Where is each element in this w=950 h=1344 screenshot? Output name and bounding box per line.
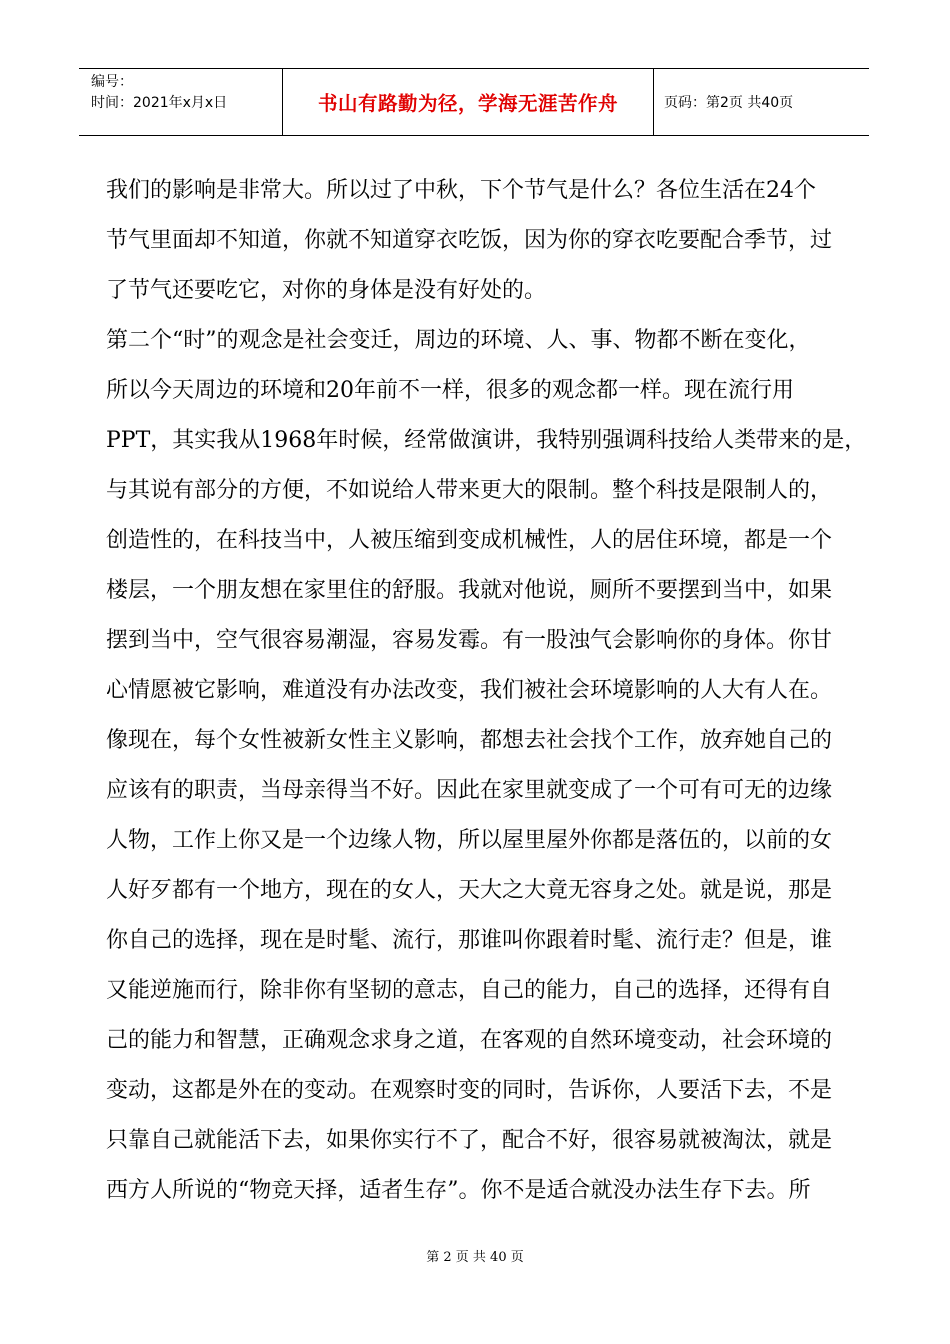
text-line: 了节气还要吃它，对你的身体是没有好处的。 bbox=[106, 278, 547, 303]
text-line: 只靠自己就能活下去，如果你实行不了，配合不好，很容易就被淘汰，就是 bbox=[106, 1128, 833, 1153]
page-footer: 第 2 页 共 40 页 bbox=[426, 1250, 524, 1265]
text-line: 应该有的职责，当母亲得当不好。因此在家里就变成了一个可有可无的边缘 bbox=[106, 778, 833, 803]
text-line: 我们的影响是非常大。所以过了中秋，下个节气是什么？各位生活在24个 bbox=[106, 178, 816, 203]
text-line: 楼层，一个朋友想在家里住的舒服。我就对他说，厕所不要摆到当中，如果 bbox=[106, 578, 833, 603]
text-line: 人物，工作上你又是一个边缘人物，所以屋里屋外你都是落伍的，以前的女 bbox=[106, 828, 833, 853]
text-line: 创造性的，在科技当中，人被压缩到变成机械性，人的居住环境，都是一个 bbox=[106, 528, 833, 553]
text-line: 人好歹都有一个地方，现在的女人，天大之大竟无容身之处。就是说，那是 bbox=[106, 878, 833, 903]
text-line: 又能逆施而行，除非你有坚韧的意志，自己的能力，自己的选择，还得有自 bbox=[106, 978, 833, 1003]
text-line: 心情愿被它影响，难道没有办法改变，我们被社会环境影响的人大有人在。 bbox=[106, 678, 833, 703]
text-line: 与其说有部分的方便，不如说给人带来更大的限制。整个科技是限制人的， bbox=[106, 478, 833, 503]
time-label: 时间：2021年x月x日 bbox=[91, 95, 228, 111]
text-line: 你自己的选择，现在是时髦、流行，那谁叫你跟着时髦、流行走？但是，谁 bbox=[106, 928, 833, 953]
text-line: 西方人所说的“物竞天择，适者生存”。你不是适合就没办法生存下去。所 bbox=[106, 1178, 811, 1203]
body-text bbox=[106, 166, 867, 1216]
text-line: PPT，其实我从1968年时候，经常做演讲，我特别强调科技给人类带来的是， bbox=[106, 428, 867, 453]
number-label: 编号： bbox=[91, 74, 133, 90]
document-header bbox=[79, 68, 869, 136]
text-line: 像现在，每个女性被新女性主义影响，都想去社会找个工作，放弃她自己的 bbox=[106, 728, 833, 753]
text-line: 第二个“时”的观念是社会变迁，周边的环境、人、事、物都不断在变化， bbox=[106, 328, 811, 353]
text-line: 变动，这都是外在的变动。在观察时变的同时，告诉你，人要活下去，不是 bbox=[106, 1078, 833, 1103]
text-line: 节气里面却不知道，你就不知道穿衣吃饭，因为你的穿衣吃要配合季节，过 bbox=[106, 228, 833, 253]
text-line: 己的能力和智慧，正确观念求身之道，在客观的自然环境变动，社会环境的 bbox=[106, 1028, 833, 1053]
header-meta bbox=[79, 69, 283, 135]
header-page-info: 页码：第2页 共40页 bbox=[664, 95, 794, 111]
text-line: 所以今天周边的环境和20年前不一样，很多的观念都一样。现在流行用 bbox=[106, 378, 794, 403]
header-motto: 书山有路勤为径，学海无涯苦作舟 bbox=[283, 69, 654, 135]
text-line: 摆到当中，空气很容易潮湿，容易发霉。有一股浊气会影响你的身体。你甘 bbox=[106, 628, 833, 653]
